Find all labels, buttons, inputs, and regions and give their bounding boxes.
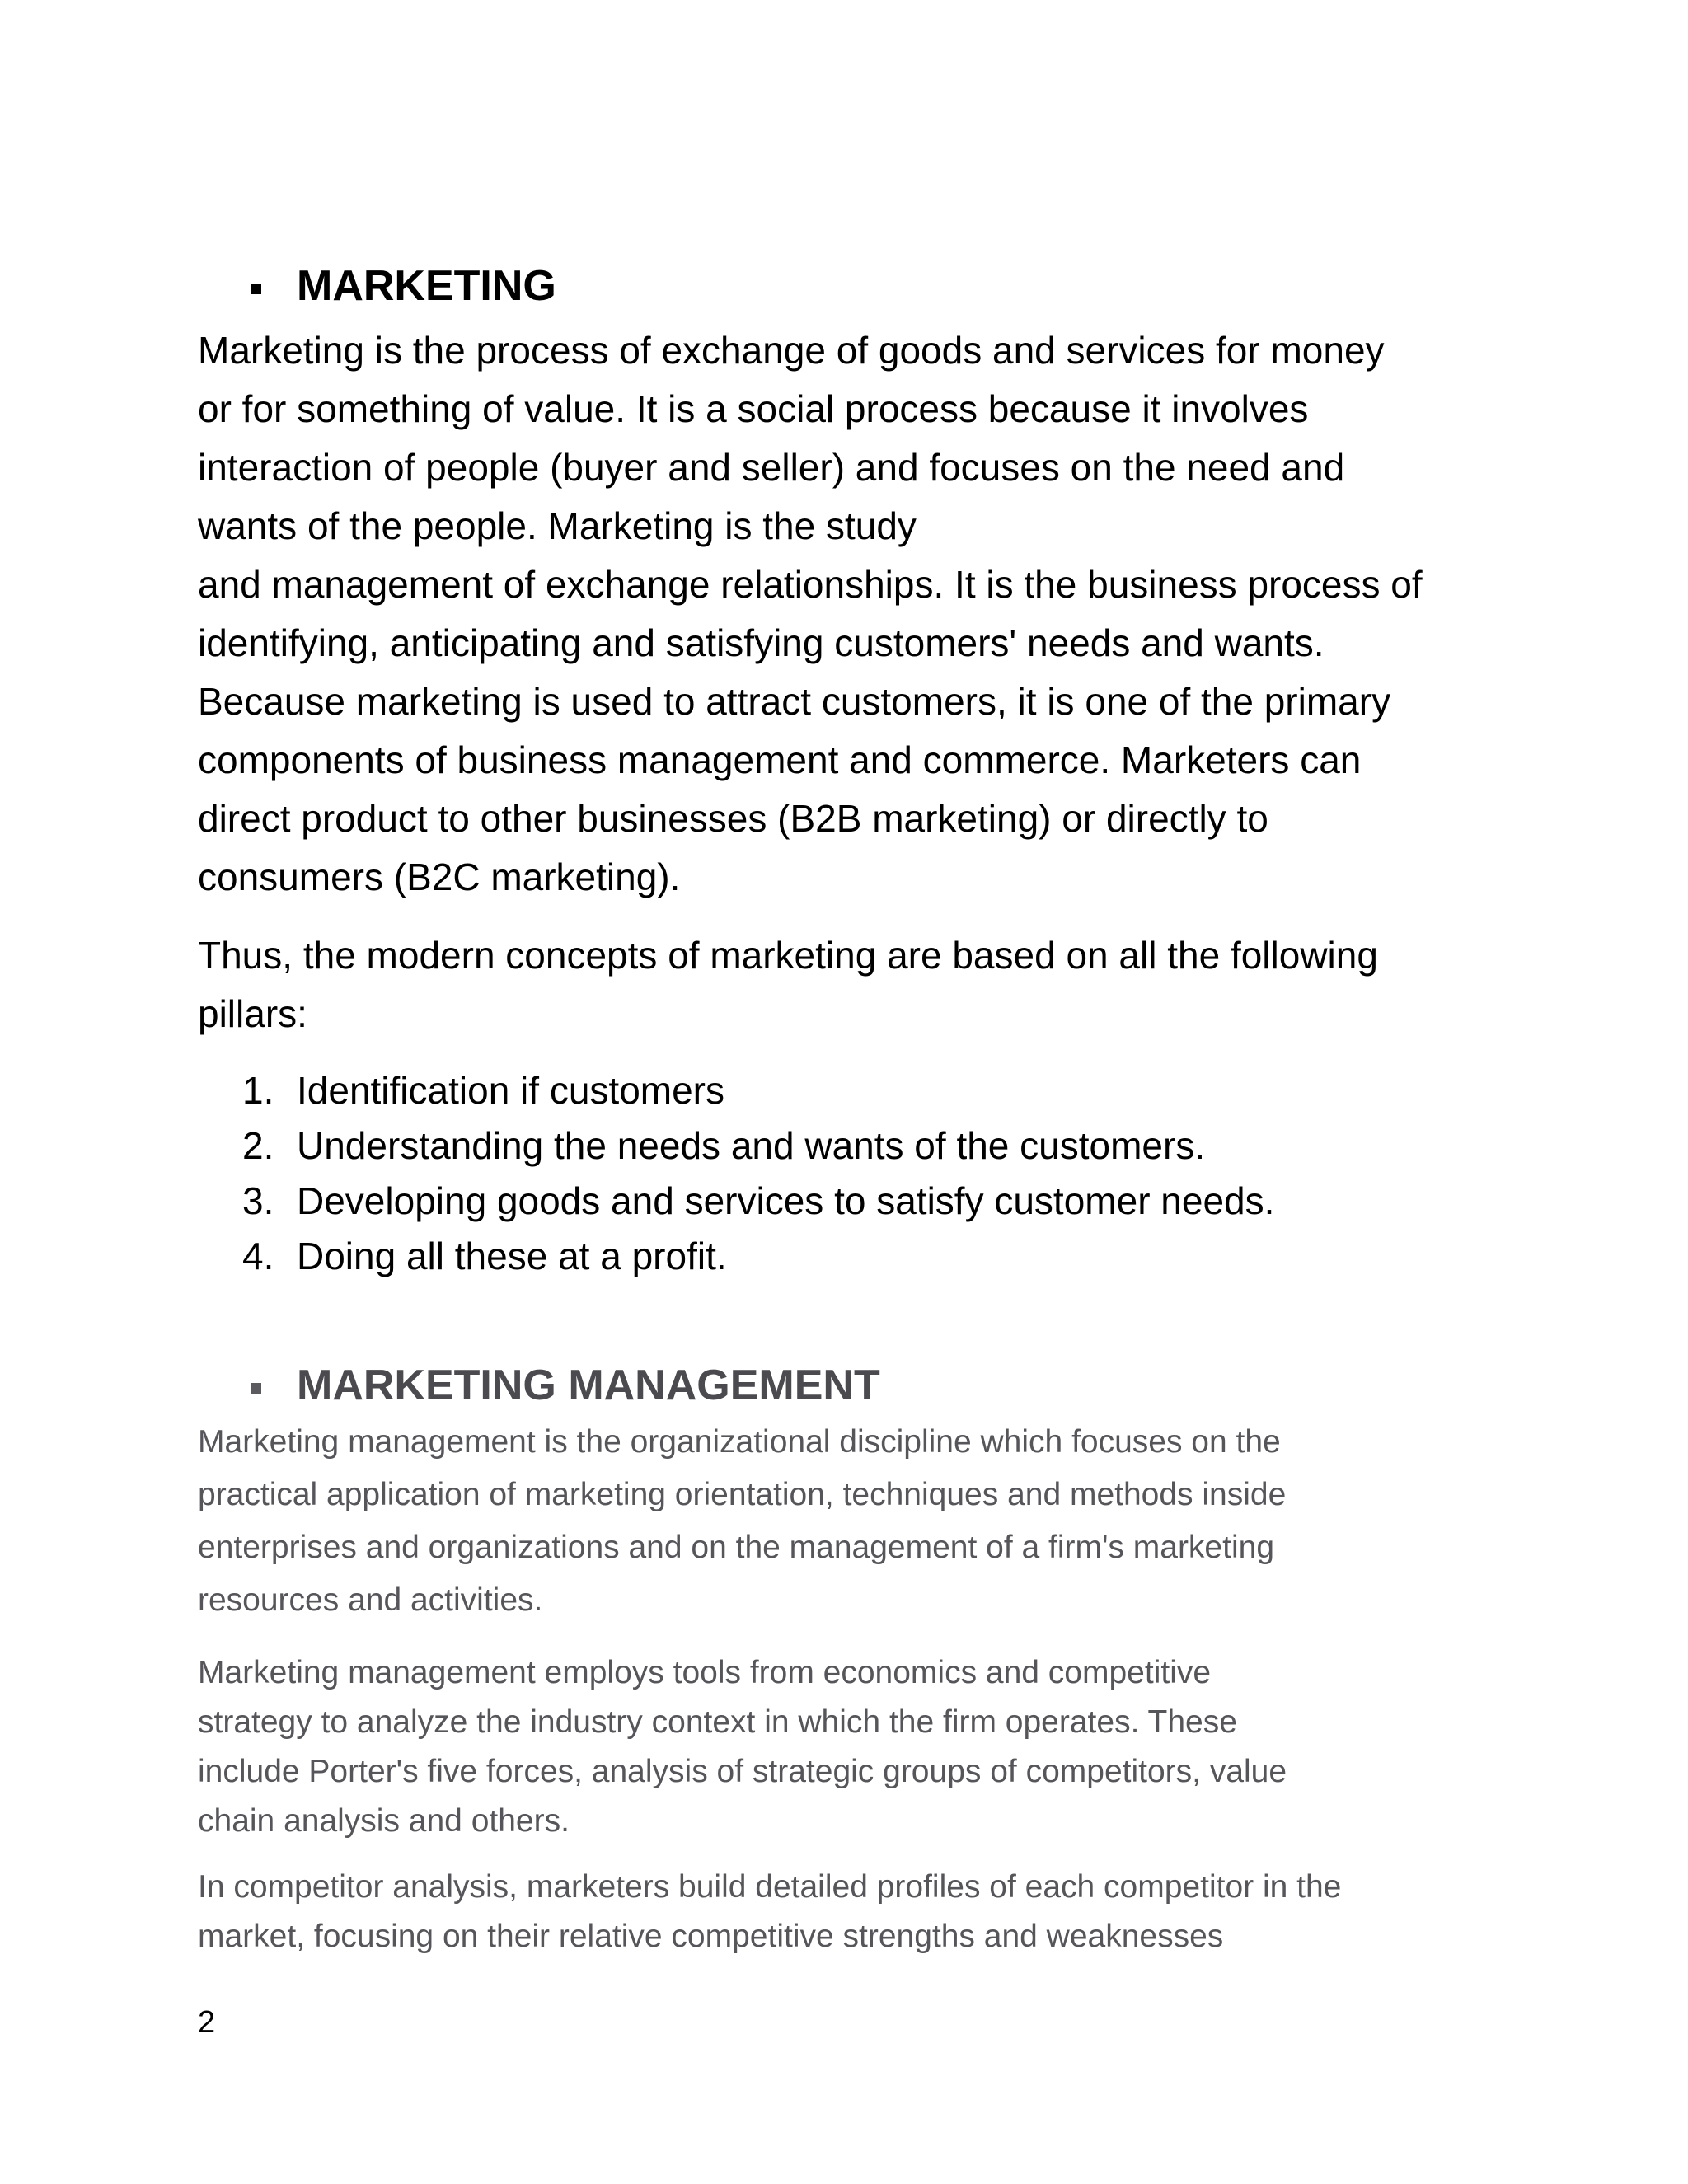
- list-item: [198, 1229, 1517, 1284]
- management-definition-paragraph: [198, 1416, 1517, 1627]
- list-item-text: Understanding the needs and wants of the customers.: [297, 1124, 1206, 1167]
- text-line: Marketing management is the organizational discipline which focuses on the: [198, 1424, 1281, 1460]
- management-tools-paragraph: [198, 1648, 1517, 1846]
- list-item-text: Identification if customers: [297, 1069, 725, 1112]
- list-item-text: Developing goods and services to satisfy customer needs.: [297, 1179, 1275, 1222]
- document-page: [198, 255, 1517, 1961]
- heading-text: MARKETING MANAGEMENT: [297, 1361, 880, 1409]
- section-marketing: [198, 255, 1517, 1284]
- text-line: pillars:: [198, 992, 307, 1035]
- square-bullet-icon: [251, 1383, 261, 1394]
- pillars-list: [198, 1063, 1517, 1284]
- square-bullet-icon: [251, 284, 261, 294]
- text-line: identifying, anticipating and satisfying customers' needs and wants.: [198, 621, 1325, 664]
- text-line: or for something of value. It is a social process because it involves: [198, 387, 1309, 430]
- list-number: 1.: [242, 1069, 274, 1112]
- text-line: wants of the people. Marketing is the study: [198, 504, 917, 547]
- list-number: 4.: [242, 1235, 274, 1277]
- text-line: Marketing is the process of exchange of goods and services for money: [198, 329, 1385, 372]
- pillars-intro-paragraph: [198, 926, 1517, 1043]
- list-number: 3.: [242, 1179, 274, 1222]
- text-line: Thus, the modern concepts of marketing are based on all the following: [198, 934, 1378, 977]
- text-line: components of business management and commerce. Marketers can: [198, 738, 1362, 781]
- list-number: 2.: [242, 1124, 274, 1167]
- text-line: practical application of marketing orientation, techniques and methods inside: [198, 1477, 1287, 1512]
- section-marketing-management: [198, 1355, 1517, 1961]
- text-line: interaction of people (buyer and seller) and focuses on the need and: [198, 446, 1345, 489]
- section-heading-marketing: [198, 255, 1517, 316]
- heading-text: MARKETING: [297, 262, 556, 310]
- text-line: Marketing management employs tools from economics and competitive: [198, 1655, 1212, 1690]
- text-line: and management of exchange relationships. It is the business process of: [198, 563, 1423, 606]
- text-line: market, focusing on their relative competitive strengths and weaknesses: [198, 1919, 1224, 1954]
- text-line: include Porter's five forces, analysis of strategic groups of competitors, value: [198, 1754, 1287, 1789]
- text-line: In competitor analysis, marketers build detailed profiles of each competitor in the: [198, 1869, 1342, 1905]
- list-item: [198, 1174, 1517, 1229]
- text-line: chain analysis and others.: [198, 1803, 570, 1839]
- text-line: strategy to analyze the industry context in which the firm operates. These: [198, 1704, 1237, 1740]
- competitor-analysis-paragraph: [198, 1863, 1517, 1961]
- section-heading-marketing-management: [198, 1355, 1517, 1416]
- text-line: Because marketing is used to attract customers, it is one of the primary: [198, 680, 1391, 723]
- page-number: 2: [198, 2005, 216, 2040]
- text-line: direct product to other businesses (B2B marketing) or directly to: [198, 797, 1268, 840]
- text-line: consumers (B2C marketing).: [198, 855, 681, 898]
- list-item: [198, 1118, 1517, 1174]
- list-item-text: Doing all these at a profit.: [297, 1235, 727, 1277]
- marketing-definition-paragraph: [198, 321, 1517, 907]
- list-item: [198, 1063, 1517, 1118]
- text-line: resources and activities.: [198, 1582, 543, 1618]
- text-line: enterprises and organizations and on the management of a firm's marketing: [198, 1530, 1275, 1565]
